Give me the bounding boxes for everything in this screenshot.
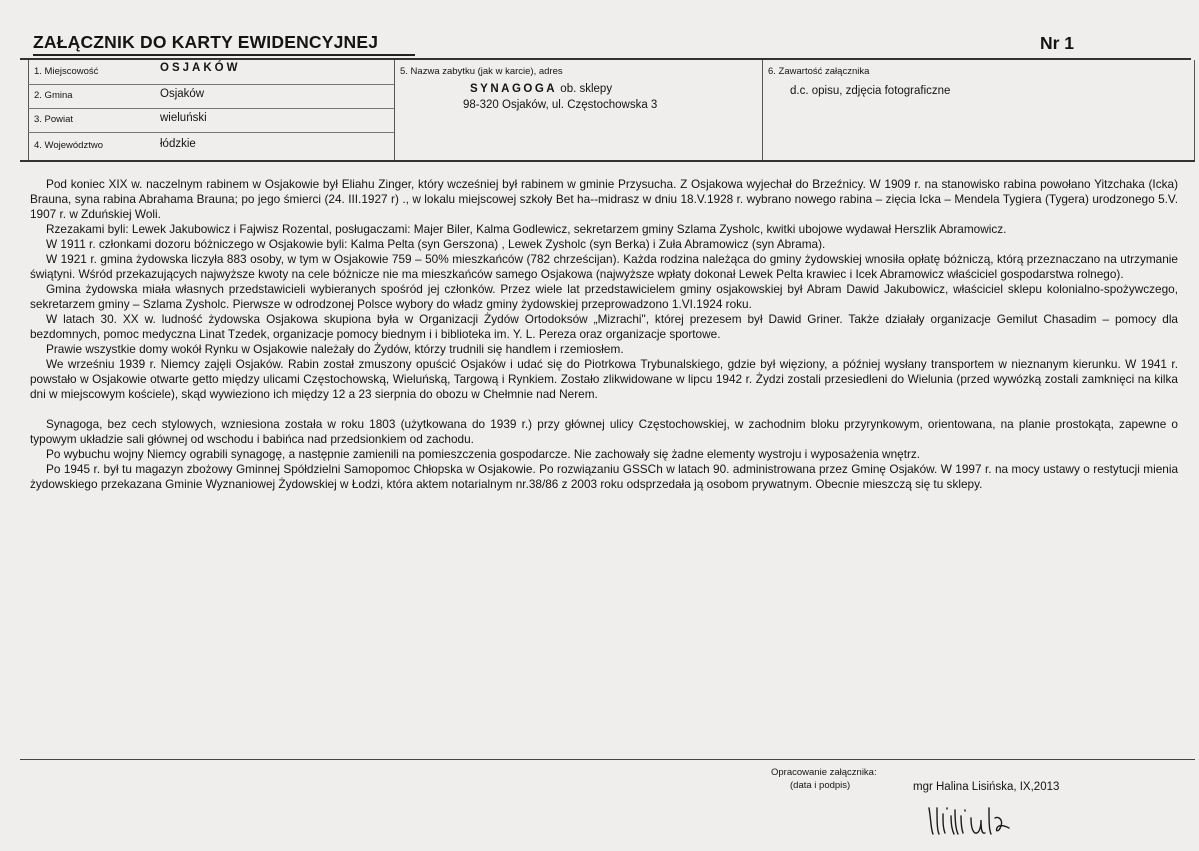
table-divider-1	[394, 60, 395, 160]
paragraph-slaughterers: Rzezakami byli: Lewek Jakubowicz i Fajwisz Rozental, posługaczami: Majer Biler, Kalma Godlewicz, sekretarzem gminy Szlama Zysholc, kwitki ubojowe wydawał Herszlik Abramowicz.	[46, 222, 1007, 236]
row-divider-2	[28, 108, 394, 109]
table-border-right	[1194, 60, 1195, 160]
title-underline	[33, 54, 415, 56]
paragraph-market-houses: Prawie wszystkie domy wokół Rynku w Osjakowie należały do Żydów, którzy trudnili się handlem i rzemiosłem.	[46, 342, 624, 356]
monument-name-main: SYNAGOGA	[470, 83, 558, 95]
prepared-by-label: Opracowanie załącznika:	[771, 767, 877, 778]
document-title: ZAŁĄCZNIK DO KARTY EWIDENCYJNEJ	[33, 32, 379, 52]
document-number: Nr 1	[1040, 33, 1075, 53]
table-border-left	[28, 60, 29, 160]
district-value: wieluński	[160, 112, 207, 124]
date-sign-label: (data i podpis)	[790, 780, 851, 791]
monument-address: 98-320 Osjaków, ul. Częstochowska 3	[463, 99, 658, 111]
handwritten-signature-icon	[925, 800, 1075, 840]
monument-name-suffix: ob. sklepy	[560, 83, 613, 95]
table-bottom-divider	[20, 160, 1195, 162]
paragraph-rabbis: Pod koniec XIX w. naczelnym rabinem w Osjakowie był Eliahu Zinger, który wcześniej był rabinem w gminie Przysucha. Z Osjakowa wyjechał do Brzeźnicy. W 1909 r. na stanowisko rabina powołano Yitzchaka (Icka) Brauna, syna rabina Abrahama Brauna; po jego śmierci (24. III.1927 r) ., w lokalu miejscowej szkoły Bet ha--midrasz w dniu 18.V.1928 r. wybrano nowego rabina – zięcia Icka – Mendela Tygiera (Tygera) urodzonego 5.V. 1907 r. w Zduńskiej Woli.	[30, 177, 1178, 221]
footer-divider	[20, 759, 1195, 760]
monument-label: 5. Nazwa zabytku (jak w karcie), adres	[400, 66, 563, 77]
paragraph-war-1939: We wrześniu 1939 r. Niemcy zajęli Osjaków. Rabin został zmuszony opuścić Osjaków i udać się do Piotrkowa Trybunalskiego, gdzie był więziony, a później wysłany transportem w nieznanym kierunku. W 1941 r. powstało w Osjakowie otwarte getto między ulicami Częstochowską, Wieluńską, Targową i Rynkiem. Zostało zlikwidowane w lipcu 1942 r. Żydzi zostali przesiedleni do Wielunia (przed wywózką zostali zamknięci na kilka dni w miejscowym kościele), skąd wywieziono ich między 12 a 23 sierpnia do obozu w Chełmnie nad Nerem.	[30, 357, 1178, 401]
table-divider-2	[762, 60, 763, 160]
row-divider-3	[28, 132, 394, 133]
paragraph-1930s-organizations: W latach 30. XX w. ludność żydowska Osjakowa skupiona była w Organizacji Żydów Ortodoksów „Mizrachi", której prezesem był Dawid Griner. Także działały organizacje Gemilut Chasadim – pomocy dla bezdomnych, pomoc medyczna Linat Tzedek, organizacje pomocy biednym i i biblioteka im. Y. L. Pereza oraz organizacje sportowe.	[30, 312, 1178, 341]
locality-label: 1. Miejscowość	[34, 66, 99, 77]
locality-value: OSJAKÓW	[160, 62, 241, 74]
paragraph-war-looting: Po wybuchu wojny Niemcy ograbili synagogę, a następnie zamienili na pomieszczenia gospodarcze. Nie zachowały się żadne elementy wystroju i wyposażenia wnętrz.	[46, 447, 921, 461]
attachment-label: 6. Zawartość załącznika	[768, 66, 870, 77]
monument-name	[470, 83, 612, 95]
author-name: mgr Halina Lisińska, IX,2013	[913, 781, 1060, 793]
voivodeship-value: łódzkie	[160, 138, 196, 150]
row-divider-1	[28, 84, 394, 85]
paragraph-post-1945: Po 1945 r. był tu magazyn zbożowy Gminnej Spółdzielni Samopomoc Chłopska w Osjakowie. Po rozwiązaniu GSSCh w latach 90. administrowana przez Gminę Osjaków. W 1997 r. na mocy ustawy o restytucji mienia żydowskiego przekazana Gminie Wyznaniowej Żydowskiej w Łodzi, która aktem notarialnym nr.38/86 z 2003 roku odsprzedała ją osobom prywatnym. Obecnie mieszczą się tu sklepy.	[30, 462, 1178, 491]
paragraph-1921-population: W 1921 r. gmina żydowska liczyła 883 osoby, w tym w Osjakowie 759 – 50% mieszkańców (782 chrześcijan). Każda rodzina należąca do gminy żydowskiej wnosiła opłatę bóżniczą, którą przeznaczano na utrzymanie świątyni. Wśród przekazujących najwyższe kwoty na cele bóżnicze nie ma mieszkańców samego Osjakowa (najwyższe wpłaty dokonał Lewek Pelta krawiec i Icek Abramowicz właściciel gospodarstwa rolnego).	[30, 252, 1178, 281]
paragraph-1911-board: W 1911 r. członkami dozoru bóżniczego w Osjakowie byli: Kalma Pelta (syn Gerszona) , Lewek Zysholc (syn Berka) i Zuła Abramowicz (syn Abrama).	[46, 237, 826, 251]
voivodeship-label: 4. Województwo	[34, 140, 103, 151]
paragraph-representatives: Gmina żydowska miała własnych przedstawicieli wybieranych spośród jej członków. Przez wiele lat przedstawicielem gminy osjakowskiej był Abram Dawid Jakubowicz, właściciel sklepu kolonialno-spożywczego, sekretarzem gminy – Szlama Zysholc. Pierwsze w odrodzonej Polsce wybory do władz gminy żydowskiej przeprowadzono 1.VI.1924 roku.	[30, 282, 1178, 311]
attachment-value: d.c. opisu, zdjęcia fotograficzne	[790, 85, 951, 97]
paragraph-synagogue-building: Synagoga, bez cech stylowych, wzniesiona została w roku 1803 (użytkowana do 1939 r.) przy głównej ulicy Częstochowskiej, w zachodnim bloku przyrynkowym, orientowana, na planie prostokąta, zapewne o typowym układzie sali głównej od wschodu i babińca nad przedsionkiem od zachodu.	[30, 417, 1178, 446]
description-body	[30, 177, 1178, 492]
district-label: 3. Powiat	[34, 114, 74, 125]
commune-value: Osjaków	[160, 88, 205, 100]
commune-label: 2. Gmina	[34, 90, 73, 101]
